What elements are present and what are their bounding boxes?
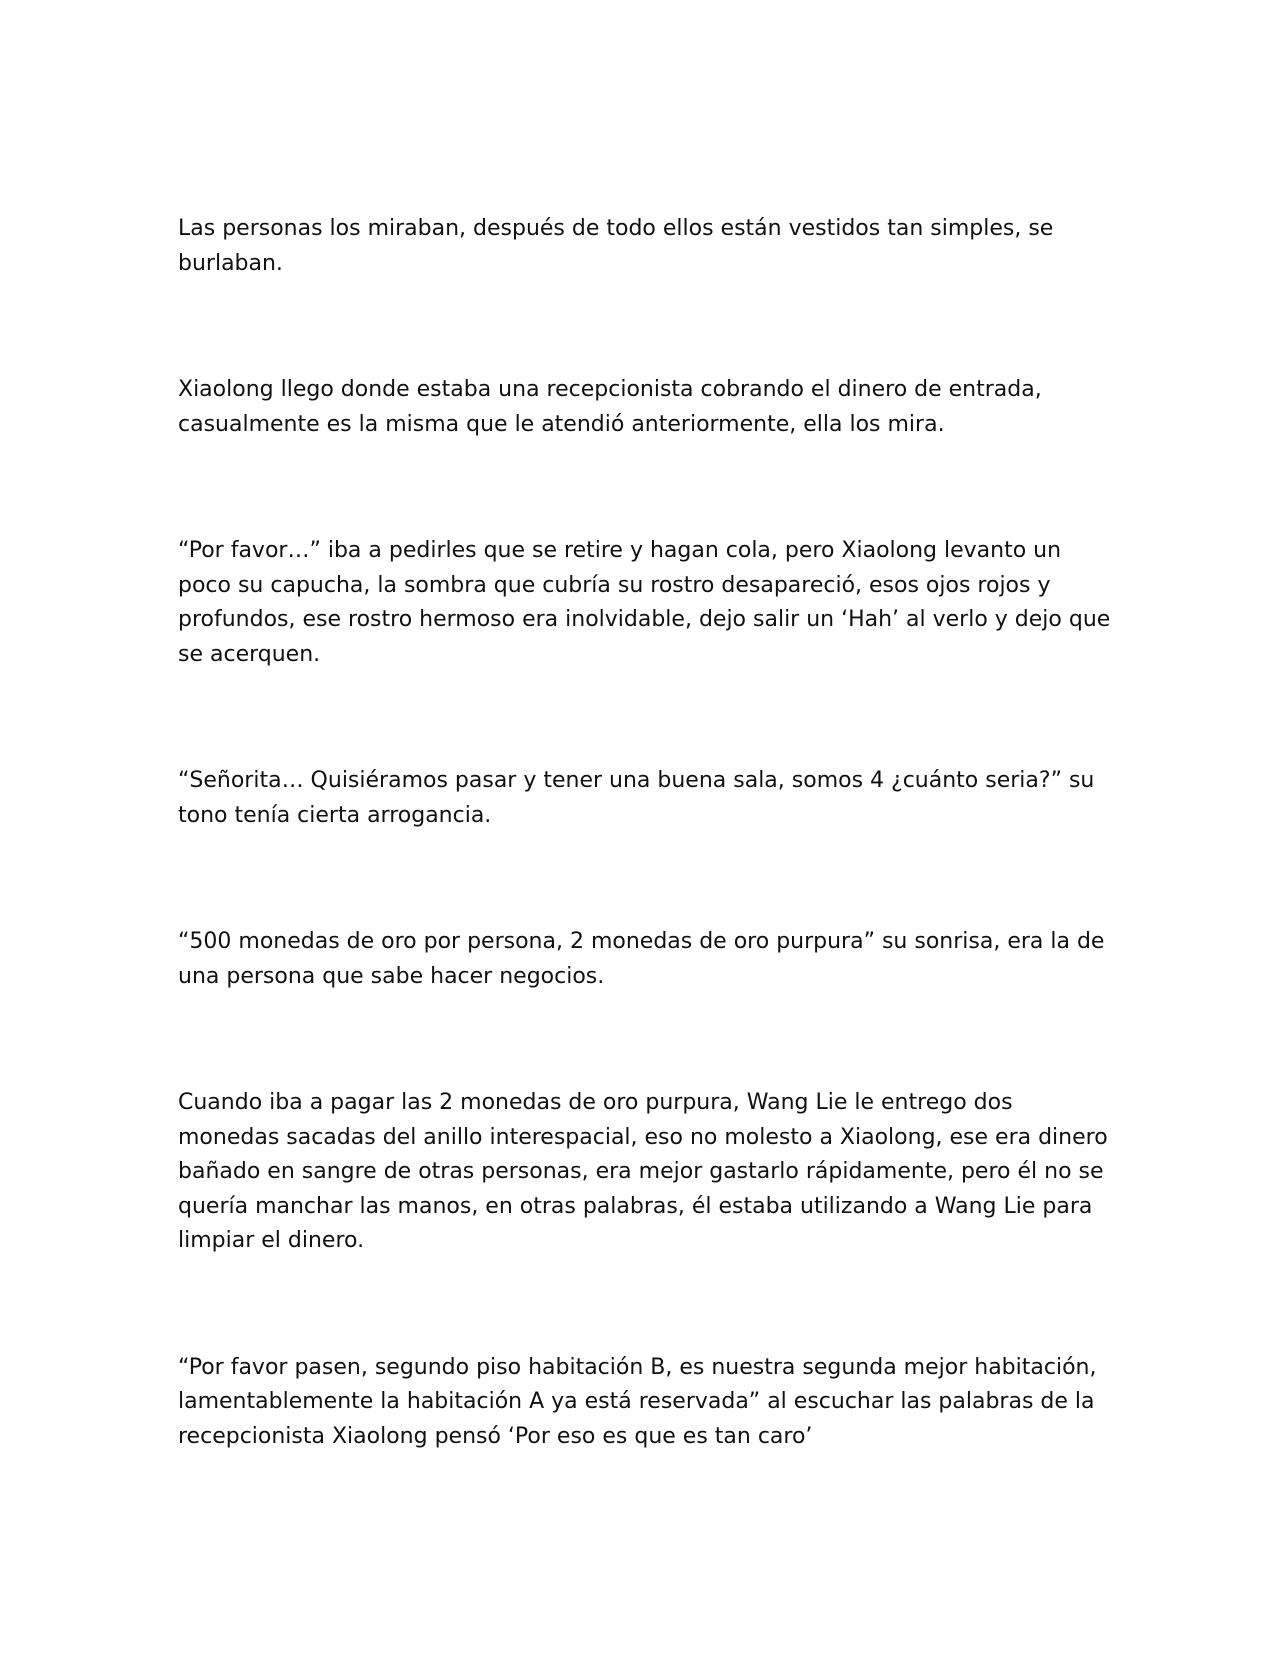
- paragraph-3: “Por favor…” iba a pedirles que se retire y hagan cola, pero Xiaolong levanto un poco su capucha, la sombra que cubría su rostro desapareció, esos ojos rojos y profundos, ese rostro hermoso era inolvidable, dejo salir un ‘Hah’ al verlo y dejo que se acerquen.: [178, 538, 1111, 667]
- paragraph-2: Xiaolong llego donde estaba una recepcionista cobrando el dinero de entrada, casualmente es la misma que le atendió anteriormente, ella los mira.: [178, 377, 1042, 437]
- paragraph-7: “Por favor pasen, segundo piso habitación B, es nuestra segunda mejor habitación, lamentablemente la habitación A ya está reservada” al escuchar las palabras de la recepcionista Xiaolong pensó ‘Por eso es que es tan caro’: [178, 1354, 1097, 1449]
- paragraph-1: Las personas los miraban, después de todo ellos están vestidos tan simples, se burlaban.: [178, 216, 1054, 276]
- paragraph-4: “Señorita… Quisiéramos pasar y tener una buena sala, somos 4 ¿cuánto seria?” su tono tenía cierta arrogancia.: [178, 768, 1095, 828]
- document-body: [178, 212, 1118, 1454]
- paragraph-6: Cuando iba a pagar las 2 monedas de oro purpura, Wang Lie le entrego dos monedas sacadas del anillo interespacial, eso no molesto a Xiaolong, ese era dinero bañado en sangre de otras personas, era mejor gastarlo rápidamente, pero él no se quería manchar las manos, en otras palabras, él estaba utilizando a Wang Lie para limpiar el dinero.: [178, 1090, 1108, 1253]
- paragraph-5: “500 monedas de oro por persona, 2 monedas de oro purpura” su sonrisa, era la de una persona que sabe hacer negocios.: [178, 929, 1105, 989]
